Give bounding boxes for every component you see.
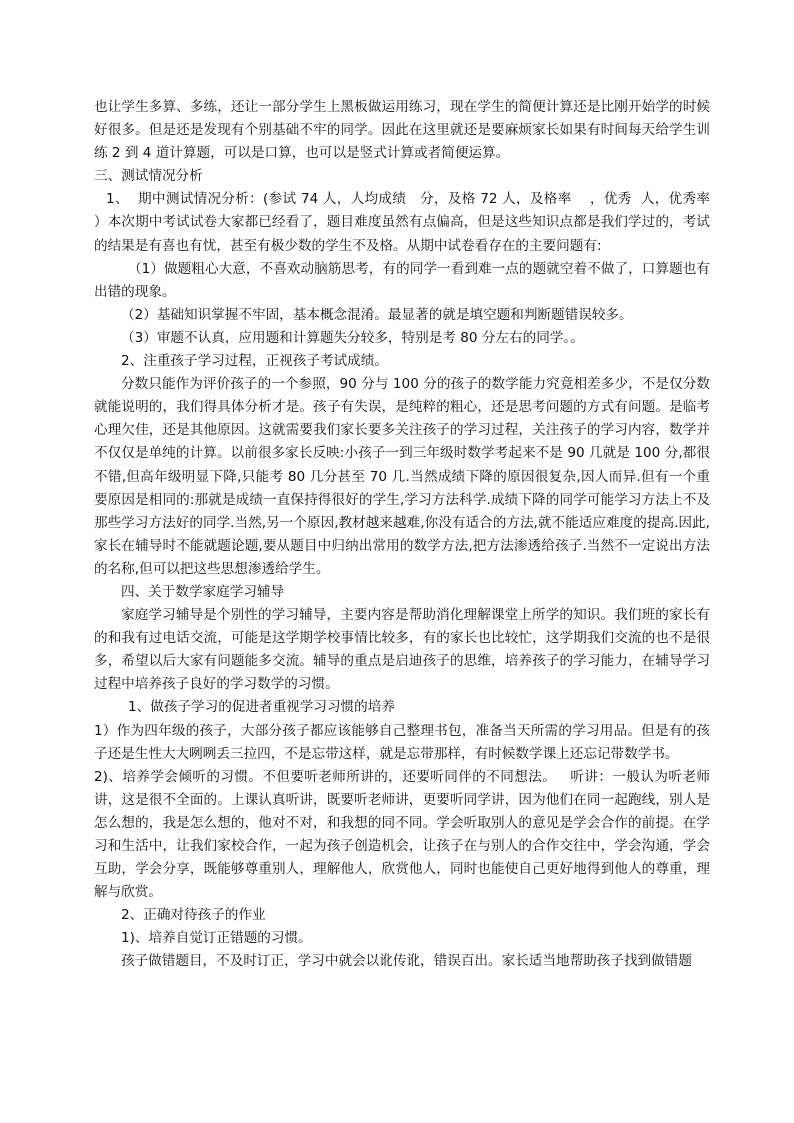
paragraph-scores: 分数只能作为评价孩子的一个参照，90 分与 100 分的孩子的数学能力究竟相差多少，不是仅分数就能说明的，我们得具体分析才是。孩子有失误，是纯粹的粗心，还是思考问题的方式有问题。是临考心理欠佳，还是其他原因。这就需要我们家长要多关注孩子的学习过程，关注孩子的学习内容，数学并不仅仅是单纯的计算。以前很多家长反映:小孩子一到三年级时数学考起来不是 90 几就是 100 分,都很不错,但高年级明显下降,只能考 80 几分甚至 70 几.当然成绩下降的原因很复杂,因人而异.但有一个重要原因是相同的:那就是成绩一直保持得很好的学生,学习方法科学.成绩下降的同学可能学习方法上不及那些学习方法好的同学.当然,另一个原因,教材越来越难,你没有适合的方法,就不能适应难度的提高.因此,家长在辅导时不能就题论题,要从题目中归纳出常用的数学方法,把方法渗透给孩子.当然不一定说出方法的名称,但可以把这些思想渗透给学生。 bbox=[94, 376, 710, 577]
paragraph-midterm-analysis: 1、 期中测试情况分析：(参试 74 人，人均成绩 分，及格 72 人，及格率 ，优秀 人，优秀率 ）本次期中考试试卷大家都已经看了，题目难度虽然有点偏高，但是这些知识点都是我们学过的，考试的结果是有喜也有忧，甚至有极少数的学生不及格。从期中试卷看存在的主要问题有: bbox=[94, 191, 732, 254]
section-heading-test-analysis: 三、测试情况分析 bbox=[94, 168, 203, 185]
subheading-learning-process: 2、注重孩子学习过程，正视孩子考试成绩。 bbox=[121, 353, 388, 370]
document-body bbox=[94, 96, 732, 974]
subheading-study-habits: 1、做孩子学习的促进者重视学习习惯的培养 bbox=[128, 699, 395, 716]
paragraph-correct-errors: 孩子做错题目，不及时订正，学习中就会以讹传讹，错误百出。家长适当地帮助孩子找到做错题 bbox=[121, 953, 692, 970]
paragraph-home-tutoring: 家庭学习辅导是个别性的学习辅导，主要内容是帮助消化理解课堂上所学的知识。我们班的家长有的和我有过电话交流，可能是这学期学校事情比较多，有的家长也比较忙，这学期我们交流的也不是很多，希望以后大家有问题能多交流。辅导的重点是启迪孩子的思维，培养孩子的学习能力，在辅导学习过程中培养孩子良好的学习数学的习惯。 bbox=[94, 607, 710, 693]
subheading-correct-errors: 1)、培养自觉订正错题的习惯。 bbox=[121, 930, 312, 947]
paragraph-habit-2: 2)、培养学会倾听的习惯。不但要听老师所讲的，还要听同伴的不同想法。 听讲：一般认为听老师讲，这是很不全面的。上课认真听讲，既要听老师讲，更要听同学讲，因为他们在同一起跑线，别人是怎么想的，我是怎么想的，他对不对，和我想的同不同。学会听取别人的意见是学会合作的前提。在学习和生活中，让我们家校合作，一起为孩子创造机会，让孩子在与别人的合作交往中，学会沟通，学会互助，学会分享，既能够尊重别人，理解他人，欣赏他人，同时也能使自己更好地得到他人的尊重，理解与欣赏。 bbox=[94, 768, 710, 901]
list-item-problem-2: （2）基础知识掌握不牢固，基本概念混淆。最显著的就是填空题和判断题错误较多。 bbox=[121, 306, 633, 323]
subheading-homework: 2、正确对待孩子的作业 bbox=[121, 907, 266, 924]
paragraph-intro: 也让学生多算、多练，还让一部分学生上黑板做运用练习，现在学生的简便计算还是比刚开始学的时候好很多。但是还是发现有个别基础不牢的同学。因此在这里就还是要麻烦家长如果有时间每天给学生训练 2 到 4 道计算题，可以是口算，也可以是竖式计算或者简便运算。 bbox=[94, 99, 710, 162]
list-item-problem-1: （1）做题粗心大意，不喜欢动脑筋思考，有的同学一看到难一点的题就空着不做了，口算题也有出错的现象。 bbox=[94, 260, 710, 300]
list-item-problem-3: （3）审题不认真，应用题和计算题失分较多，特别是考 80 分左右的同学。。 bbox=[121, 329, 584, 346]
section-heading-home-tutoring: 四、关于数学家庭学习辅导 bbox=[121, 583, 285, 600]
paragraph-habit-1: 1）作为四年级的孩子，大部分孩子都应该能够自己整理书包，准备当天所需的学习用品。但是有的孩子还是生性大大咧咧丢三拉四，不是忘带这样，就是忘带那样，有时候数学课上还忘记带数学书。 bbox=[94, 722, 710, 762]
